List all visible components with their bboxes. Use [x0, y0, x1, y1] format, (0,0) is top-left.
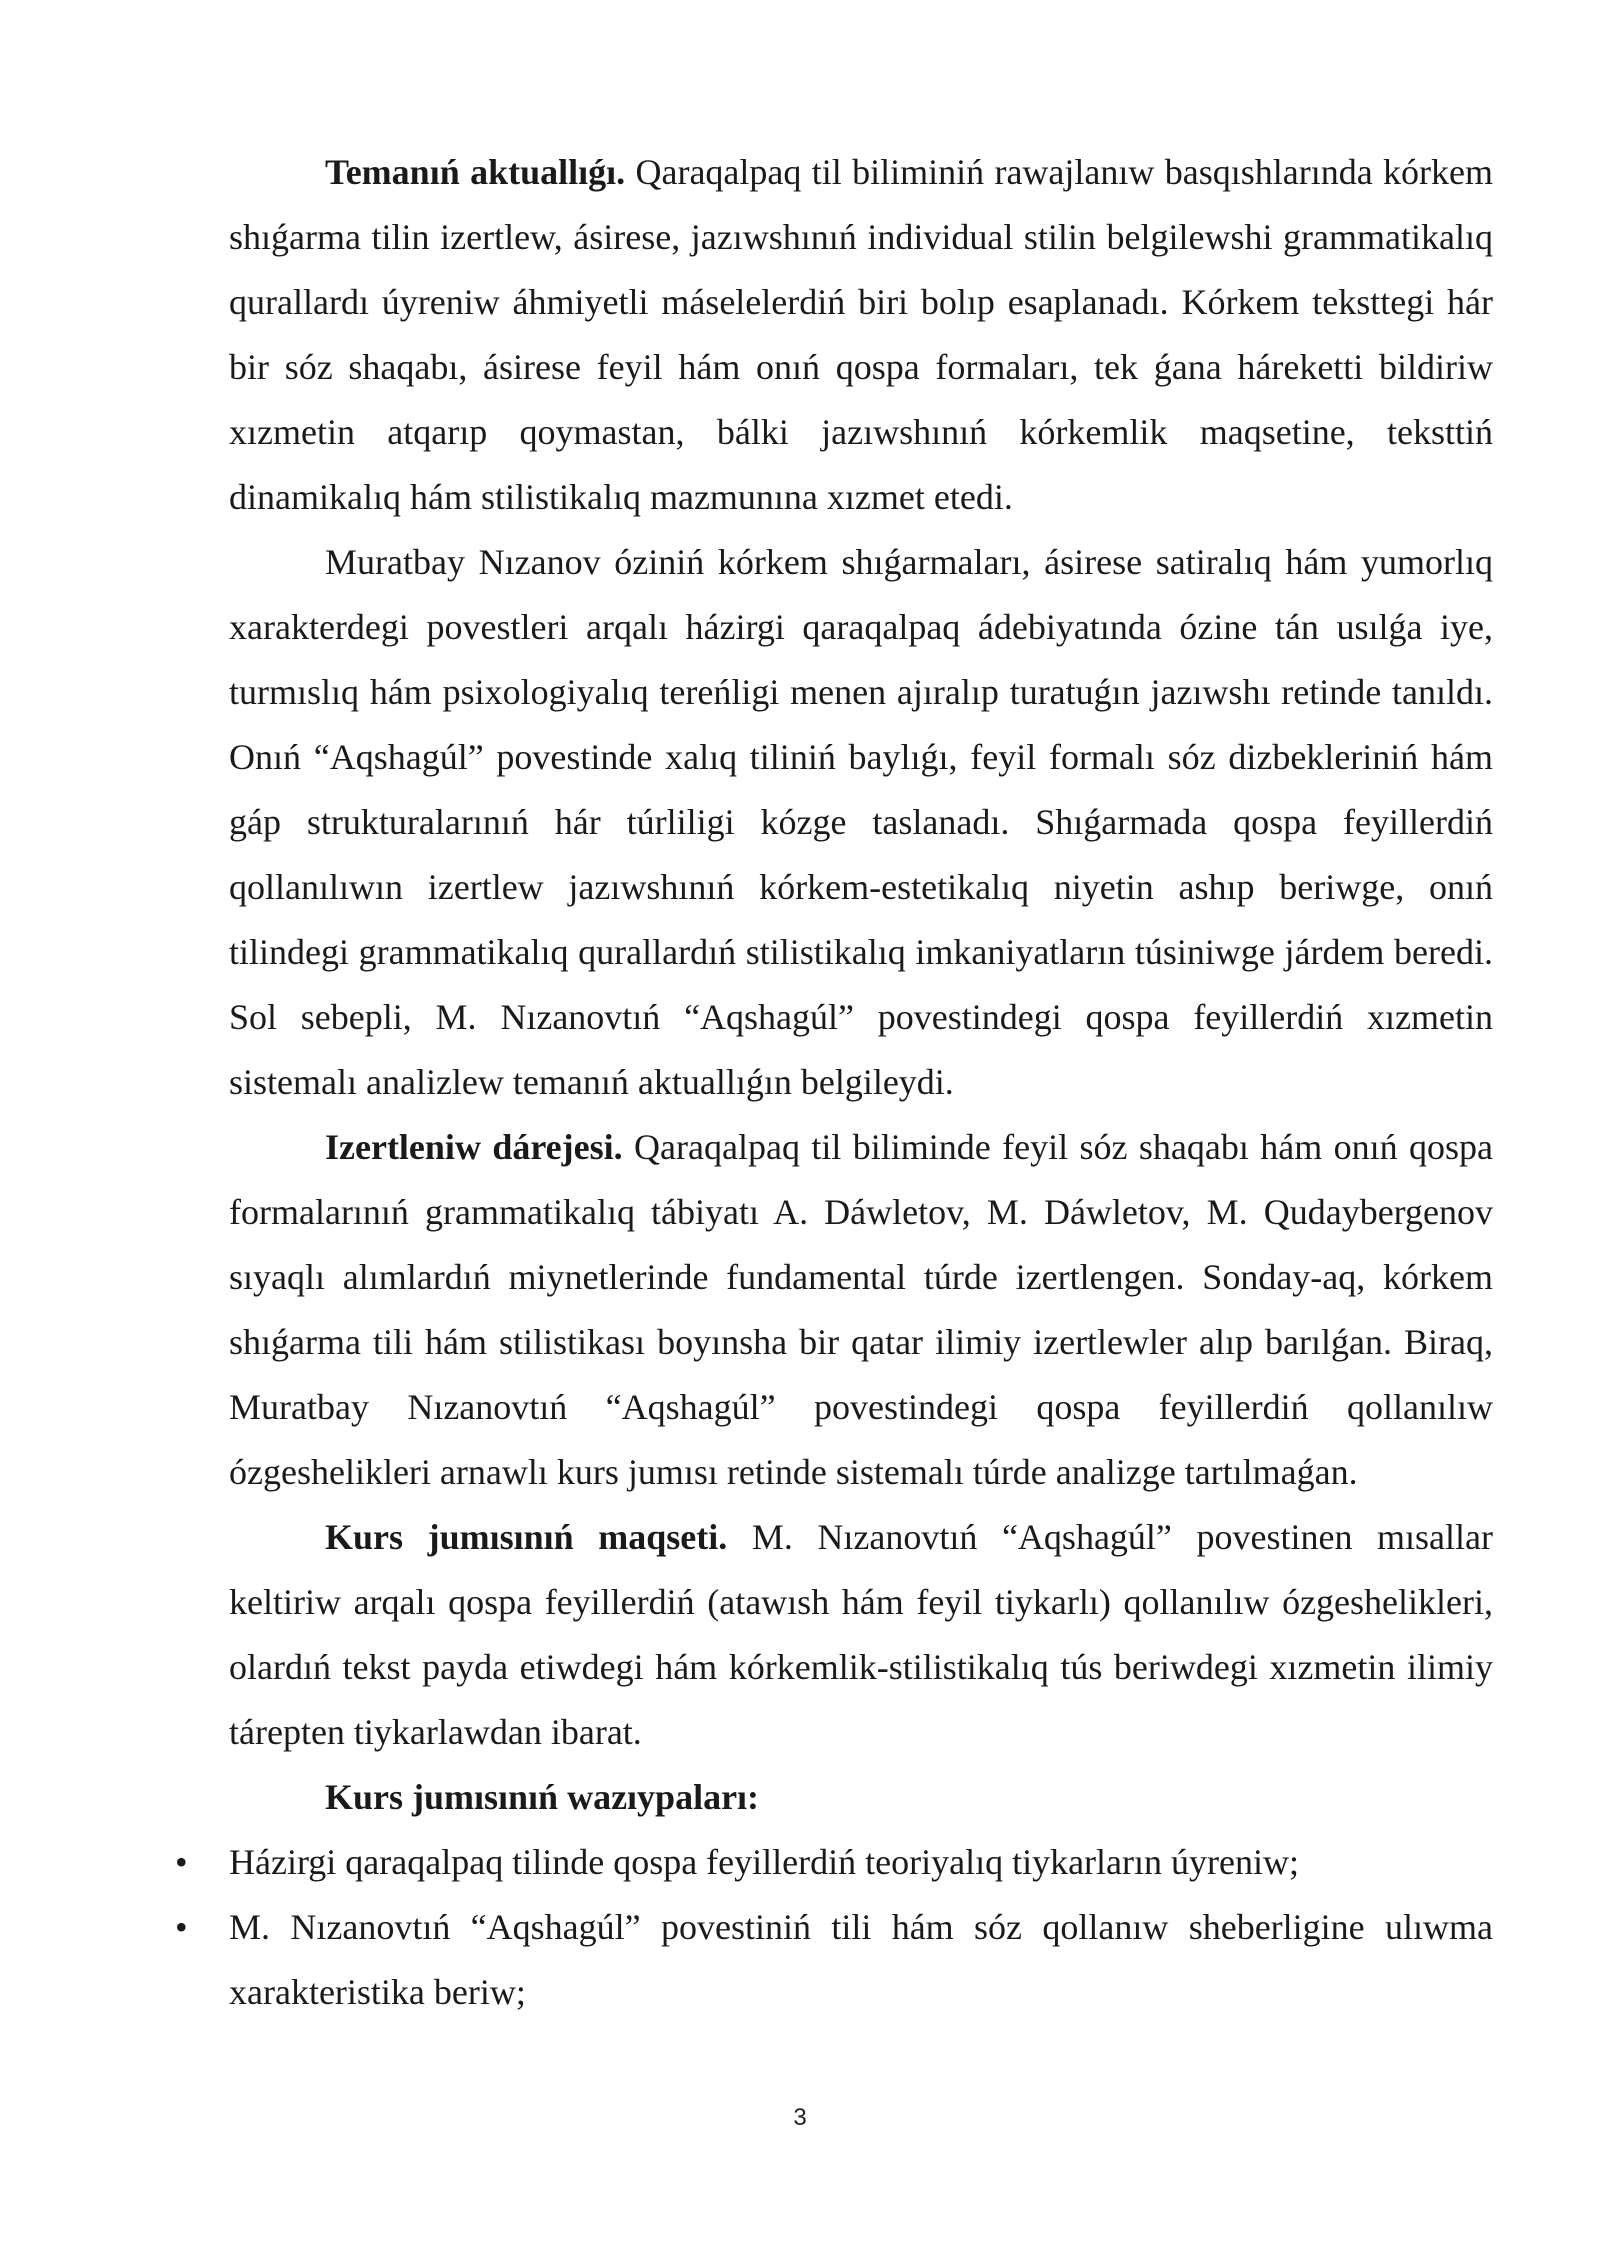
tasks-list: [175, 1830, 1493, 2025]
bullet-icon: •: [175, 1842, 188, 1882]
heading-research-level: Izertleniw dárejesi.: [325, 1127, 623, 1167]
text-research-level: Qaraqalpaq til biliminde feyil sóz shaqabı hám onıń qospa formalarınıń grammatikalıq tábiyatı A. Dáwletov, M. Dáwletov, M. Qudaybergenov sıyaqlı alımlardıń miynetlerinde fundamental túrde izertlengen. Sonday-aq, kórkem shıǵarma tili hám stilistikası boyınsha bir qatar ilimiy izertlewler alıp barılǵan. Biraq, Muratbay Nızanovtıń “Aqshagúl” povestindegi qospa feyillerdiń qollanılıw ózgeshelikleri arnawlı kurs jumısı retinde sistemalı túrde analizge tartılmaǵan.: [229, 1127, 1493, 1492]
document-page: [175, 140, 1494, 2025]
page-number: 3: [793, 2104, 807, 2131]
text-actuality: Qaraqalpaq til biliminiń rawajlanıw basqıshlarında kórkem shıǵarma tilin izertlew, ásirese, jazıwshınıń individual stilin belgilewshi grammatikalıq qurallardı úyreniw áhmiyetli máselelerdiń biri bolıp esaplanadı. Kórkem teksttegi hár bir sóz shaqabı, ásirese feyil hám onıń qospa formaları, tek ǵana háreketti bildiriw xızmetin atqarıp qoymastan, bálki jazıwshınıń kórkemlik maqsetine, teksttiń dinamikalıq hám stilistikalıq mazmunına xızmet etedi.: [229, 152, 1494, 517]
heading-actuality: Temanıń aktuallıǵı.: [325, 152, 626, 192]
paragraph-actuality: [229, 140, 1493, 530]
list-item-text: M. Nızanovtıń “Aqshagúl” povestiniń tili hám sóz qollanıw sheberligine ulıwma xarakteristika beriw;: [229, 1907, 1493, 2012]
paragraph-goal: [229, 1505, 1493, 1765]
paragraph-author: [229, 530, 1493, 1115]
bullet-icon: •: [175, 1907, 188, 1947]
list-item: [175, 1895, 1493, 2025]
heading-tasks: Kurs jumısınıń wazıypaları:: [325, 1777, 760, 1817]
paragraph-tasks-heading: [229, 1765, 1493, 1830]
text-goal: M. Nızanovtıń “Aqshagúl” povestinen mısallar keltiriw arqalı qospa feyillerdiń (atawısh hám feyil tiykarlı) qollanılıw ózgeshelikleri, olardıń tekst payda etiwdegi hám kórkemlik-stilistikalıq tús beriwdegi xızmetin ilimiy tárepten tiykarlawdan ibarat.: [229, 1517, 1493, 1752]
heading-goal: Kurs jumısınıń maqseti.: [325, 1517, 728, 1557]
list-item: [175, 1830, 1493, 1895]
paragraph-research-level: [229, 1115, 1493, 1505]
list-item-text: Házirgi qaraqalpaq tilinde qospa feyillerdiń teoriyalıq tiykarların úyreniw;: [229, 1842, 1299, 1882]
text-author: Muratbay Nızanov óziniń kórkem shıǵarmaları, ásirese satiralıq hám yumorlıq xarakterdegi povestleri arqalı házirgi qaraqalpaq ádebiyatında ózine tán usılǵa iye, turmıslıq hám psixologiyalıq tereńligi menen ajıralıp turatuǵın jazıwshı retinde tanıldı. Onıń “Aqshagúl” povestinde xalıq tiliniń baylıǵı, feyil formalı sóz dizbekleriniń hám gáp strukturalarınıń hár túrliligi kózge taslanadı. Shıǵarmada qospa feyillerdiń qollanılıwın izertlew jazıwshınıń kórkem-estetikalıq niyetin ashıp beriwge, onıń tilindegi grammatikalıq qurallardıń stilistikalıq imkaniyatların túsiniwge járdem beredi. Sol sebepli, M. Nızanovtıń “Aqshagúl” povestindegi qospa feyillerdiń xızmetin sistemalı analizlew temanıń aktuallıǵın belgileydi.: [229, 542, 1493, 1102]
